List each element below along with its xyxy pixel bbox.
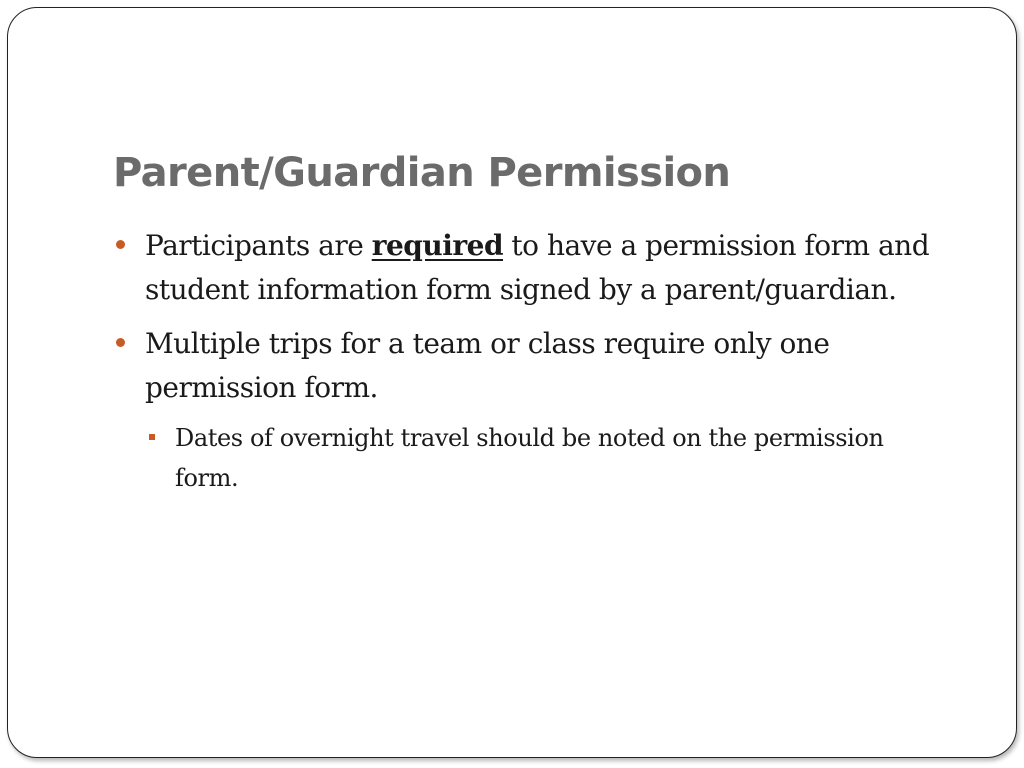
bullet-item [113, 322, 933, 410]
bullet-emphasis: required [371, 229, 504, 262]
bullet-text-end: to have a permission form and student information form signed by a parent/guardian. [145, 229, 930, 306]
bullet-dot-icon [116, 338, 125, 347]
bullet-text: Multiple trips for a team or class require only one permission form. [145, 327, 830, 404]
bullet-text-start: Participants are [145, 229, 372, 262]
sub-bullet-item [145, 418, 933, 498]
bullet-dot-icon [116, 240, 125, 249]
sub-bullet-square-icon [149, 434, 155, 440]
bullet-item [113, 224, 933, 312]
sub-bullet-text: Dates of overnight travel should be noted on the permission form. [175, 424, 884, 492]
slide-title: Parent/Guardian Permission [113, 150, 731, 196]
slide-body [113, 224, 933, 498]
